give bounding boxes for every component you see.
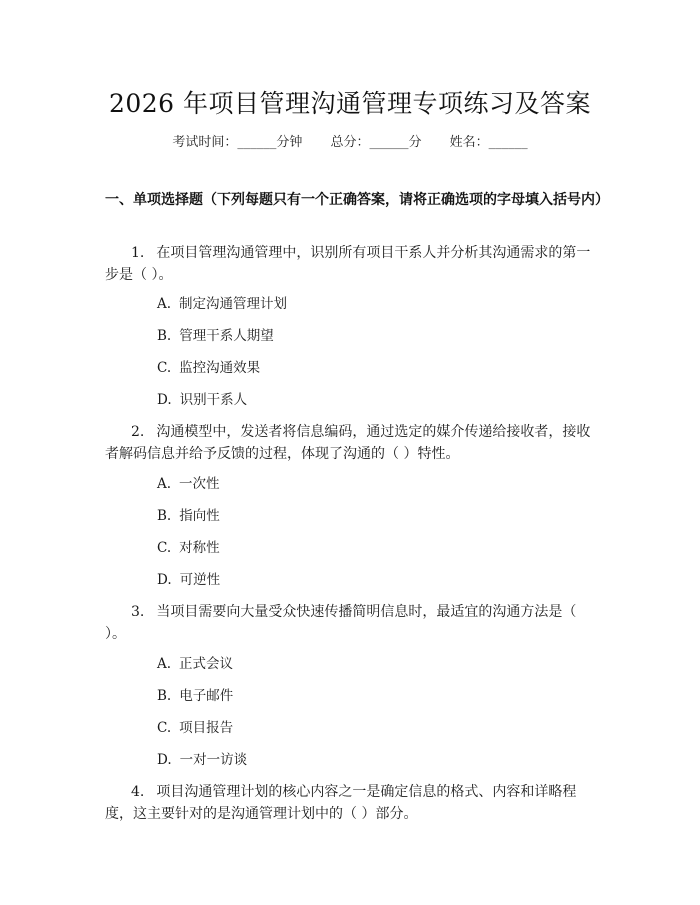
option-letter: D. (157, 392, 172, 408)
option-text: 监控沟通效果 (179, 360, 261, 376)
total-score-field: 总分：______分 (330, 135, 422, 150)
document-title: 2026 年项目管理沟通管理专项练习及答案 (108, 89, 592, 118)
question-text: 当项目需要向大量受众快速传播简明信息时，最适宜的沟通方法是（ ）。 (105, 604, 577, 642)
name-field: 姓名：______ (449, 135, 528, 150)
option-text: 项目报告 (179, 720, 234, 736)
option-text: 对称性 (179, 540, 220, 556)
option-3b (157, 686, 233, 706)
option-letter: A. (157, 296, 172, 312)
question-4 (105, 781, 600, 825)
option-3a (157, 654, 233, 674)
option-1c (157, 358, 260, 378)
question-2 (105, 421, 600, 465)
option-text: 指向性 (179, 508, 220, 524)
option-text: 识别干系人 (179, 392, 248, 408)
question-number: 1. (131, 245, 145, 261)
question-text: 项目沟通管理计划的核心内容之一是确定信息的格式、内容和详略程度，这主要针对的是沟通管理计划中的（ ）部分。 (105, 784, 577, 822)
exam-time-field: 考试时间：______分钟 (172, 135, 303, 150)
exam-meta (0, 131, 700, 150)
option-letter: B. (157, 688, 172, 704)
option-3d (157, 750, 247, 770)
option-text: 制定沟通管理计划 (179, 296, 288, 312)
section-heading: 一、单项选择题（下列每题只有一个正确答案，请将正确选项的字母填入括号内） (105, 192, 609, 208)
option-1b (157, 326, 274, 346)
question-3 (105, 601, 600, 645)
option-text: 管理干系人期望 (179, 328, 274, 344)
option-2a (157, 474, 220, 494)
question-text: 在项目管理沟通管理中，识别所有项目干系人并分析其沟通需求的第一步是（ ）。 (105, 245, 591, 283)
option-letter: B. (157, 508, 172, 524)
option-1d (157, 390, 247, 410)
option-letter: D. (157, 752, 172, 768)
option-text: 可逆性 (179, 572, 221, 588)
option-2d (157, 570, 220, 590)
option-letter: A. (157, 656, 172, 672)
option-letter: B. (157, 328, 172, 344)
option-letter: C. (157, 720, 172, 736)
option-text: 一对一访谈 (179, 752, 248, 768)
option-text: 电子邮件 (179, 688, 234, 704)
option-letter: A. (157, 476, 172, 492)
option-2c (157, 538, 220, 558)
option-letter: C. (157, 360, 172, 376)
question-number: 3. (131, 604, 145, 620)
question-number: 2. (131, 424, 145, 440)
option-letter: C. (157, 540, 172, 556)
option-text: 正式会议 (179, 656, 234, 672)
option-2b (157, 506, 220, 526)
question-1 (105, 242, 600, 286)
question-text: 沟通模型中，发送者将信息编码，通过选定的媒介传递给接收者，接收者解码信息并给予反馈的过程，体现了沟通的（ ）特性。 (105, 424, 591, 462)
option-3c (157, 718, 233, 738)
option-text: 一次性 (179, 476, 220, 492)
question-number: 4. (131, 784, 145, 800)
option-1a (157, 294, 287, 314)
option-letter: D. (157, 572, 172, 588)
